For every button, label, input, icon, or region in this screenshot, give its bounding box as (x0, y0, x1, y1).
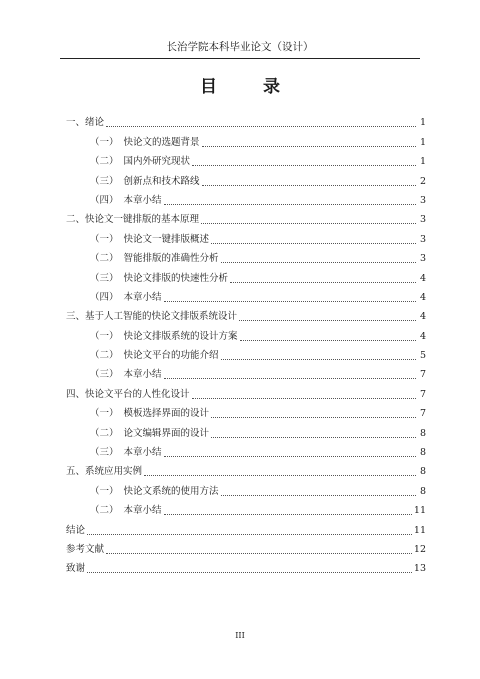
toc-entry-label: 快论文一键排版概述 (123, 233, 210, 245)
toc-entry[interactable] (66, 537, 426, 556)
toc-entry-page: 1 (419, 156, 426, 168)
toc-entry[interactable] (66, 498, 426, 517)
toc-entry-number: （一） (90, 233, 119, 245)
toc-entry-page: 13 (413, 563, 426, 575)
toc-entry-page: 3 (419, 194, 426, 206)
toc-entry[interactable] (66, 420, 426, 439)
toc-entry-page: 1 (419, 136, 426, 148)
toc-entry-label: 本章小结 (123, 369, 162, 381)
dot-leader (87, 572, 412, 573)
page-number: III (235, 631, 245, 640)
toc-entry-page: 4 (419, 272, 426, 284)
toc-entry-label: 本章小结 (123, 447, 162, 459)
toc-entry-label: 本章小结 (123, 505, 162, 517)
running-header: 长治学院本科毕业论文（设计） (166, 41, 314, 53)
dot-leader (202, 185, 416, 186)
toc-entry-label: 四、快论文平台的人性化设计 (66, 388, 190, 400)
toc-entry-number: （二） (90, 253, 119, 265)
dot-leader (164, 204, 416, 205)
dot-leader (192, 165, 416, 166)
dot-leader (211, 417, 416, 418)
dot-leader (240, 340, 416, 341)
toc-entry-label: 快论文排版系统的设计方案 (123, 330, 238, 342)
dot-leader (192, 398, 416, 399)
toc-entry-page: 8 (419, 466, 426, 478)
toc-entry-page: 7 (419, 388, 426, 400)
toc-entry[interactable] (66, 207, 426, 226)
toc-entry-label: 智能排版的准确性分析 (123, 253, 219, 265)
toc-entry-number: （三） (90, 272, 119, 284)
toc-entry-number: （三） (90, 447, 119, 459)
toc-entry-label: 快论文的选题背景 (123, 136, 200, 148)
toc-entry-number: （二） (90, 505, 119, 517)
toc-entry-page: 11 (413, 524, 426, 536)
dot-leader (106, 126, 416, 127)
toc-entry-label: 快论文平台的功能介绍 (123, 350, 219, 362)
dot-leader (106, 553, 412, 554)
dot-leader (211, 243, 416, 244)
toc-entry-label: 五、系统应用实例 (66, 466, 143, 478)
toc-entry-label: 本章小结 (123, 291, 162, 303)
toc-entry-page: 1 (419, 117, 426, 129)
toc-entry-number: （三） (90, 175, 119, 187)
toc-entry-page: 5 (419, 350, 426, 362)
toc-entry[interactable] (66, 129, 426, 148)
toc-entry[interactable] (66, 381, 426, 400)
toc-entry-label: 快论文系统的使用方法 (123, 485, 219, 497)
toc-entry[interactable] (66, 478, 426, 497)
toc-entry-number: （二） (90, 350, 119, 362)
toc-entry-page: 7 (419, 369, 426, 381)
dot-leader (164, 514, 412, 515)
toc-title: 目 录 (200, 77, 300, 97)
toc-entry-label: 国内外研究现状 (123, 156, 191, 168)
toc-entry[interactable] (66, 556, 426, 575)
toc-entry[interactable] (66, 440, 426, 459)
dot-leader (221, 262, 416, 263)
header-divider (60, 58, 420, 59)
toc-entry-number: （一） (90, 136, 119, 148)
toc-entry-number: （二） (90, 427, 119, 439)
toc-entry[interactable] (66, 459, 426, 478)
toc-entry-label: 创新点和技术路线 (123, 175, 200, 187)
toc-entry-number: （四） (90, 291, 119, 303)
toc-entry-number: （三） (90, 369, 119, 381)
toc-entry-label: 论文编辑界面的设计 (123, 427, 210, 439)
toc-entry[interactable] (66, 168, 426, 187)
toc-entry[interactable] (66, 343, 426, 362)
toc-entry-page: 3 (419, 253, 426, 265)
dot-leader (201, 223, 416, 224)
toc-entry[interactable] (66, 246, 426, 265)
toc-entry-label: 致谢 (66, 563, 86, 575)
toc-entry-page: 11 (413, 505, 426, 517)
dot-leader (211, 437, 416, 438)
toc-entry[interactable] (66, 362, 426, 381)
toc-entry-number: （一） (90, 330, 119, 342)
toc-entry[interactable] (66, 517, 426, 536)
toc-entry-label: 一、绪论 (66, 117, 105, 129)
toc-entry-page: 8 (419, 485, 426, 497)
dot-leader (202, 146, 416, 147)
toc-entry[interactable] (66, 285, 426, 304)
toc-entry[interactable] (66, 323, 426, 342)
toc-entry-number: （四） (90, 194, 119, 206)
dot-leader (230, 282, 416, 283)
toc-entry-label: 结论 (66, 524, 86, 536)
toc-entry-page: 2 (419, 175, 426, 187)
toc-entry[interactable] (66, 226, 426, 245)
toc-entry[interactable] (66, 110, 426, 129)
toc-entry-page: 3 (419, 214, 426, 226)
toc-entry-label: 二、快论文一键排版的基本原理 (66, 214, 200, 226)
toc-entry[interactable] (66, 401, 426, 420)
toc-entry-number: （一） (90, 408, 119, 420)
toc-entry-page: 3 (419, 233, 426, 245)
toc-entry-page: 12 (413, 543, 426, 555)
toc-entry-page: 8 (419, 447, 426, 459)
toc-entry-label: 模板选择界面的设计 (123, 408, 210, 420)
toc-entry-number: （二） (90, 156, 119, 168)
dot-leader (221, 359, 416, 360)
dot-leader (164, 456, 416, 457)
dot-leader (87, 534, 412, 535)
toc-entry[interactable] (66, 265, 426, 284)
dot-leader (221, 495, 416, 496)
toc-entry-label: 本章小结 (123, 194, 162, 206)
toc-entry-page: 8 (419, 427, 426, 439)
table-of-contents (66, 110, 426, 575)
toc-entry-label: 三、基于人工智能的快论文排版系统设计 (66, 311, 238, 323)
toc-entry-label: 参考文献 (66, 543, 105, 555)
toc-entry[interactable] (66, 149, 426, 168)
toc-entry-number: （一） (90, 485, 119, 497)
dot-leader (239, 320, 416, 321)
toc-entry-page: 7 (419, 408, 426, 420)
toc-entry-label: 快论文排版的快速性分析 (123, 272, 229, 284)
toc-entry[interactable] (66, 188, 426, 207)
dot-leader (164, 301, 416, 302)
toc-entry-page: 4 (419, 291, 426, 303)
toc-entry[interactable] (66, 304, 426, 323)
toc-entry-page: 4 (419, 311, 426, 323)
dot-leader (144, 475, 416, 476)
toc-entry-page: 4 (419, 330, 426, 342)
dot-leader (164, 378, 416, 379)
